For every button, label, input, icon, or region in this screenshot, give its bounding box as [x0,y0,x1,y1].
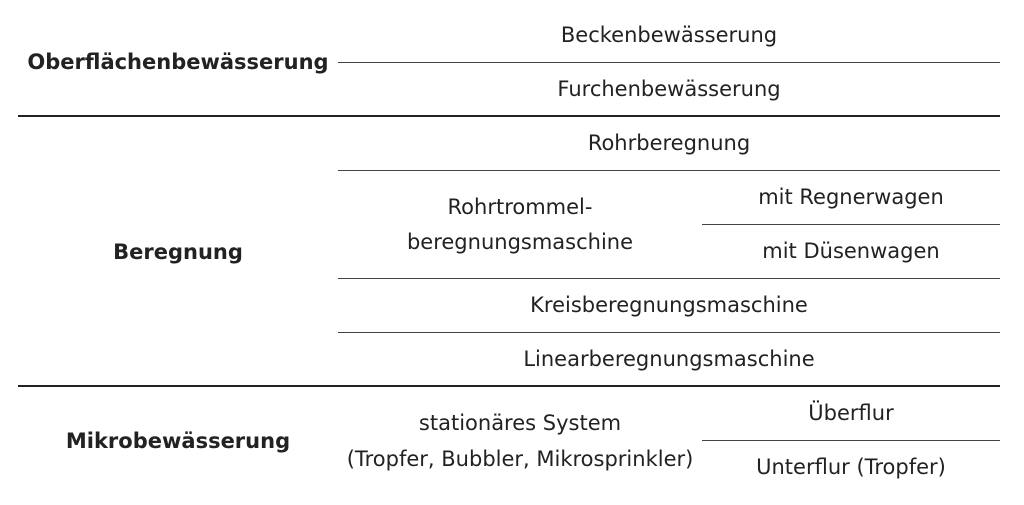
method-stationary-line2: (Tropfer, Bubbler, Mikrosprinkler) [346,447,694,471]
method-below-ground: Unterflur (Tropfer) [756,455,946,479]
method-basin: Beckenbewässerung [560,23,778,47]
group-divider [18,385,1000,387]
method-center-pivot: Kreisberegnungsmaschine [530,293,808,317]
category-micro-irrigation: Mikrobewässerung [65,429,291,453]
row-divider [338,332,1000,333]
method-linear-move: Linearberegnungsmaschine [523,347,815,371]
method-hose-reel-line1: Rohrtrommel- [447,195,593,219]
method-hose-reel-line2: beregnungsmaschine [406,230,634,254]
row-divider [702,440,1000,441]
category-surface-irrigation: Oberflächenbewässerung [27,50,329,74]
row-divider [338,278,1000,279]
row-divider [338,170,1000,171]
method-above-ground: Überflur [808,401,894,425]
method-stationary-line1: stationäres System [418,411,622,435]
method-pipe: Rohrberegnung [587,131,751,155]
row-divider [338,62,1000,63]
category-sprinkler-irrigation: Beregnung [113,240,243,264]
row-divider [702,224,1000,225]
method-with-nozzle-cart: mit Düsenwagen [762,239,940,263]
method-with-sprinkler-cart: mit Regnerwagen [758,185,944,209]
method-furrow: Furchenbewässerung [557,77,781,101]
group-divider [18,115,1000,117]
